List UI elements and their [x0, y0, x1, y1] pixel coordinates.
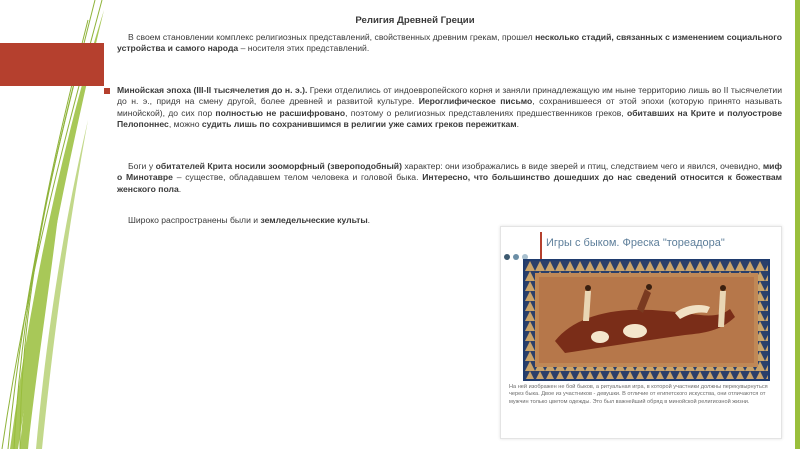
paragraph-intro: В своем становлении комплекс религиозных представлений, свойственных древним грекам, прошел несколько стадий, связанных с изменением социального устройства и самого народа – носителя этих представлений. [117, 32, 782, 54]
paragraph-crete-gods: Боги у обитателей Крита носили зооморфный (звероподобный) характер: они изображались в виде зверей и птиц, следствием чего и явился, очевидно, миф о Минотавре – существе, обладавшем телом человека и головой быка. Интересно, что большинство дошедших до нас сведений относится к божествам женского пола. [117, 161, 782, 194]
card-caption: На ней изображен не бой быков, а ритуальная игра, в которой участники должны перекувырнуться через быка. Двое из участников - девушки. В отличие от египетского искусства, они отличаются от мужчин только цветом одежды. Это был важнейший обряд в минойской религиозной жизни. [509, 384, 768, 405]
paragraph-agriculture: Широко распространены были и земледельческие культы. [128, 215, 371, 225]
accent-red-tab [0, 43, 104, 86]
paragraph-minoan: Минойская эпоха (III-II тысячелетия до н. э.). Греки отделились от индоевропейского корня и заняли принадлежащую им ныне территорию лишь во II тысячелетии до н. э., придя на смену другой, более древней и развитой культуре. Иероглифическое письмо, сохранившееся от этой эпохи (которую принято называть минойской), до сих пор полностью не расшифровано, поэтому о религиозных представлениях предшественников греков, обитавших на Крите и полуострове Пелопоннес, можно судить лишь по сохранившимся в религии уже самих греков пережиткам. [117, 85, 782, 130]
bullet-marker [104, 88, 110, 94]
card-title: Игры с быком. Фреска "тореадора" [546, 237, 725, 249]
accent-green-bar [795, 0, 800, 449]
fresco-card [500, 226, 782, 439]
dot-2 [513, 254, 519, 260]
dot-1 [504, 254, 510, 260]
slide-title: Религия Древней Греции [355, 15, 475, 26]
fresco-image [523, 259, 770, 381]
